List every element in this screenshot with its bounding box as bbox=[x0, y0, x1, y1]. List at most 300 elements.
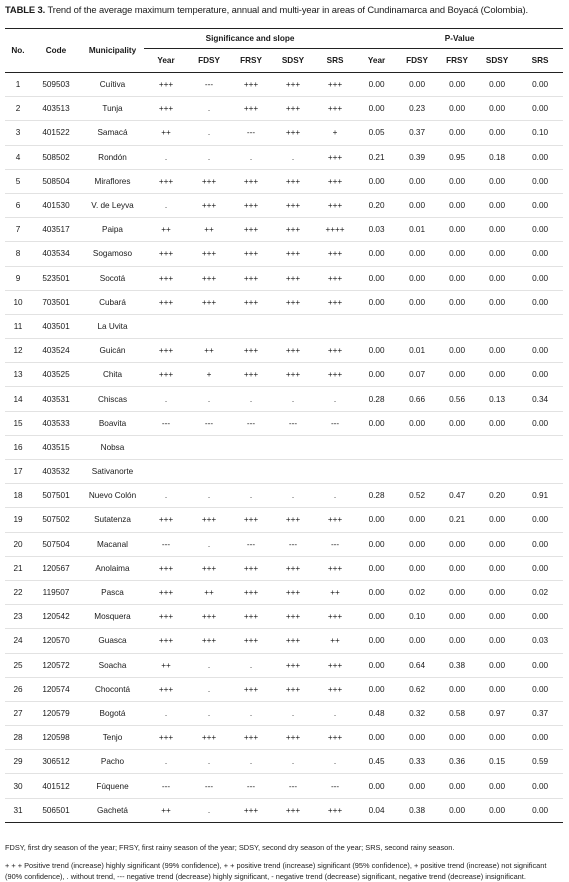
cell-significance: +++ bbox=[188, 169, 230, 193]
cell-pvalue: 0.00 bbox=[477, 605, 517, 629]
cell-significance: +++ bbox=[230, 218, 272, 242]
cell-no: 23 bbox=[5, 605, 31, 629]
cell-significance: +++ bbox=[272, 169, 314, 193]
cell-pvalue: 0.00 bbox=[517, 339, 563, 363]
cell-significance bbox=[188, 435, 230, 459]
table-row bbox=[5, 363, 563, 387]
cell-pvalue: 0.00 bbox=[477, 580, 517, 604]
cell-code: 403534 bbox=[31, 242, 81, 266]
cell-significance: . bbox=[188, 677, 230, 701]
cell-significance: . bbox=[230, 701, 272, 725]
cell-significance: +++ bbox=[230, 677, 272, 701]
table-row bbox=[5, 750, 563, 774]
cell-pvalue: 0.36 bbox=[437, 750, 477, 774]
header-group-row bbox=[5, 29, 563, 49]
table-row bbox=[5, 532, 563, 556]
cell-pvalue: 0.95 bbox=[437, 145, 477, 169]
col-header-sig: FRSY bbox=[240, 56, 262, 65]
cell-significance: +++ bbox=[144, 726, 188, 750]
cell-municipality: Chita bbox=[81, 363, 144, 387]
cell-pvalue: 0.97 bbox=[477, 701, 517, 725]
cell-pvalue: 0.10 bbox=[397, 605, 437, 629]
cell-pvalue: 0.00 bbox=[477, 193, 517, 217]
cell-significance: +++ bbox=[272, 242, 314, 266]
cell-significance: +++ bbox=[144, 290, 188, 314]
cell-municipality: Socotá bbox=[81, 266, 144, 290]
cell-no: 6 bbox=[5, 193, 31, 217]
cell-pvalue: 0.00 bbox=[437, 169, 477, 193]
cell-pvalue: 0.00 bbox=[517, 97, 563, 121]
cell-significance: --- bbox=[230, 121, 272, 145]
cell-significance: +++ bbox=[144, 508, 188, 532]
cell-significance: . bbox=[230, 145, 272, 169]
cell-code: 507501 bbox=[31, 484, 81, 508]
cell-pvalue: 0.39 bbox=[397, 145, 437, 169]
cell-significance: --- bbox=[188, 411, 230, 435]
cell-pvalue: 0.00 bbox=[517, 532, 563, 556]
cell-pvalue: 0.00 bbox=[437, 580, 477, 604]
cell-pvalue: 0.00 bbox=[517, 242, 563, 266]
cell-significance: . bbox=[188, 387, 230, 411]
cell-pvalue bbox=[437, 460, 477, 484]
cell-pvalue bbox=[397, 435, 437, 459]
cell-pvalue: 0.00 bbox=[356, 532, 397, 556]
cell-pvalue: 0.00 bbox=[356, 290, 397, 314]
col-header-municipality: Municipality bbox=[88, 46, 137, 55]
cell-pvalue: 0.28 bbox=[356, 484, 397, 508]
cell-significance: +++ bbox=[144, 556, 188, 580]
cell-significance: +++ bbox=[314, 169, 356, 193]
table-row bbox=[5, 435, 563, 459]
cell-pvalue: 0.00 bbox=[356, 363, 397, 387]
cell-significance: --- bbox=[144, 774, 188, 798]
table-row bbox=[5, 387, 563, 411]
cell-no: 5 bbox=[5, 169, 31, 193]
cell-significance: +++ bbox=[188, 266, 230, 290]
cell-pvalue: 0.00 bbox=[356, 508, 397, 532]
cell-significance: . bbox=[144, 193, 188, 217]
cell-significance: +++ bbox=[230, 266, 272, 290]
cell-significance: +++ bbox=[144, 97, 188, 121]
cell-code: 120574 bbox=[31, 677, 81, 701]
col-header-pvalue: FRSY bbox=[446, 56, 468, 65]
cell-pvalue: 0.59 bbox=[517, 750, 563, 774]
cell-significance: +++ bbox=[272, 97, 314, 121]
cell-municipality: Tenjo bbox=[81, 726, 144, 750]
cell-pvalue: 0.00 bbox=[477, 339, 517, 363]
col-header-pvalue: SDSY bbox=[485, 56, 509, 65]
cell-pvalue: 0.00 bbox=[477, 629, 517, 653]
cell-significance: +++ bbox=[314, 726, 356, 750]
cell-pvalue: 0.00 bbox=[477, 798, 517, 822]
cell-pvalue: 0.00 bbox=[477, 726, 517, 750]
cell-significance: +++ bbox=[230, 556, 272, 580]
cell-no: 19 bbox=[5, 508, 31, 532]
cell-pvalue: 0.05 bbox=[356, 121, 397, 145]
table-row bbox=[5, 145, 563, 169]
cell-significance: --- bbox=[188, 73, 230, 97]
cell-municipality: Nobsa bbox=[81, 435, 144, 459]
cell-pvalue: 0.00 bbox=[477, 556, 517, 580]
cell-no: 12 bbox=[5, 339, 31, 363]
cell-significance: +++ bbox=[314, 556, 356, 580]
cell-pvalue: 0.13 bbox=[477, 387, 517, 411]
table-row bbox=[5, 193, 563, 217]
cell-significance: ++ bbox=[144, 798, 188, 822]
cell-significance: . bbox=[144, 145, 188, 169]
table-row bbox=[5, 774, 563, 798]
table-row bbox=[5, 726, 563, 750]
cell-code: 403525 bbox=[31, 363, 81, 387]
cell-pvalue: 0.00 bbox=[437, 677, 477, 701]
table-label: TABLE 3. bbox=[5, 4, 46, 15]
cell-pvalue: 0.00 bbox=[477, 242, 517, 266]
cell-pvalue: 0.00 bbox=[397, 169, 437, 193]
cell-significance: +++ bbox=[230, 193, 272, 217]
table-row bbox=[5, 314, 563, 338]
cell-pvalue: 0.01 bbox=[397, 218, 437, 242]
cell-significance: +++ bbox=[188, 242, 230, 266]
cell-no: 11 bbox=[5, 314, 31, 338]
cell-pvalue: 0.10 bbox=[517, 121, 563, 145]
cell-pvalue: 0.00 bbox=[477, 290, 517, 314]
cell-code: 507504 bbox=[31, 532, 81, 556]
cell-code: 509503 bbox=[31, 73, 81, 97]
cell-pvalue bbox=[397, 460, 437, 484]
cell-no: 27 bbox=[5, 701, 31, 725]
cell-municipality: Guasca bbox=[81, 629, 144, 653]
cell-significance: +++ bbox=[230, 339, 272, 363]
cell-pvalue: 0.32 bbox=[397, 701, 437, 725]
cell-code: 120570 bbox=[31, 629, 81, 653]
cell-significance: +++ bbox=[144, 339, 188, 363]
cell-significance: +++ bbox=[188, 726, 230, 750]
cell-significance: . bbox=[230, 387, 272, 411]
cell-significance: ++ bbox=[314, 580, 356, 604]
cell-significance: +++ bbox=[230, 290, 272, 314]
cell-pvalue bbox=[356, 314, 397, 338]
cell-no: 26 bbox=[5, 677, 31, 701]
cell-significance: ++ bbox=[188, 339, 230, 363]
cell-pvalue: 0.33 bbox=[397, 750, 437, 774]
table-row bbox=[5, 266, 563, 290]
cell-pvalue bbox=[356, 460, 397, 484]
table-row bbox=[5, 798, 563, 822]
cell-significance: +++ bbox=[188, 556, 230, 580]
cell-significance: +++ bbox=[188, 290, 230, 314]
table-row bbox=[5, 411, 563, 435]
table-row bbox=[5, 169, 563, 193]
cell-significance: . bbox=[188, 121, 230, 145]
cell-municipality: Guicán bbox=[81, 339, 144, 363]
cell-significance: + bbox=[188, 363, 230, 387]
cell-pvalue: 0.00 bbox=[397, 726, 437, 750]
cell-pvalue: 0.04 bbox=[356, 798, 397, 822]
cell-pvalue: 0.00 bbox=[517, 677, 563, 701]
cell-pvalue: 0.00 bbox=[356, 774, 397, 798]
cell-pvalue: 0.00 bbox=[356, 169, 397, 193]
cell-code: 401512 bbox=[31, 774, 81, 798]
cell-significance: . bbox=[230, 653, 272, 677]
table-caption bbox=[5, 4, 565, 16]
cell-significance: . bbox=[314, 750, 356, 774]
cell-significance: +++ bbox=[144, 629, 188, 653]
cell-pvalue: 0.00 bbox=[437, 73, 477, 97]
cell-code: 403515 bbox=[31, 435, 81, 459]
cell-significance bbox=[230, 460, 272, 484]
cell-code: 523501 bbox=[31, 266, 81, 290]
cell-pvalue: 0.00 bbox=[397, 556, 437, 580]
cell-pvalue: 0.58 bbox=[437, 701, 477, 725]
cell-significance: --- bbox=[314, 411, 356, 435]
cell-municipality: Fúquene bbox=[81, 774, 144, 798]
group-header-pvalue: P-Value bbox=[356, 29, 563, 49]
cell-code: 120567 bbox=[31, 556, 81, 580]
cell-no: 22 bbox=[5, 580, 31, 604]
table-row bbox=[5, 242, 563, 266]
cell-pvalue: 0.00 bbox=[437, 242, 477, 266]
cell-pvalue bbox=[517, 460, 563, 484]
cell-significance: ++ bbox=[144, 218, 188, 242]
cell-pvalue: 0.20 bbox=[356, 193, 397, 217]
group-header-significance: Significance and slope bbox=[144, 29, 356, 49]
cell-significance: --- bbox=[230, 774, 272, 798]
cell-pvalue: 0.00 bbox=[437, 218, 477, 242]
cell-pvalue: 0.00 bbox=[517, 605, 563, 629]
cell-municipality: Pacho bbox=[81, 750, 144, 774]
cell-pvalue: 0.37 bbox=[517, 701, 563, 725]
cell-no: 21 bbox=[5, 556, 31, 580]
cell-significance: +++ bbox=[314, 266, 356, 290]
cell-pvalue: 0.00 bbox=[356, 677, 397, 701]
cell-significance: . bbox=[314, 701, 356, 725]
cell-significance: . bbox=[188, 97, 230, 121]
col-header-pvalue: SRS bbox=[531, 56, 549, 65]
cell-pvalue bbox=[477, 435, 517, 459]
cell-code: 120572 bbox=[31, 653, 81, 677]
cell-significance bbox=[188, 314, 230, 338]
cell-no: 1 bbox=[5, 73, 31, 97]
cell-pvalue: 0.21 bbox=[437, 508, 477, 532]
cell-pvalue: 0.00 bbox=[356, 605, 397, 629]
cell-significance: +++ bbox=[230, 97, 272, 121]
cell-pvalue: 0.00 bbox=[437, 532, 477, 556]
cell-code: 306512 bbox=[31, 750, 81, 774]
cell-significance: --- bbox=[272, 532, 314, 556]
cell-pvalue: 0.37 bbox=[397, 121, 437, 145]
cell-municipality: Chocontá bbox=[81, 677, 144, 701]
cell-significance: +++ bbox=[272, 266, 314, 290]
cell-pvalue: 0.01 bbox=[397, 339, 437, 363]
cell-no: 18 bbox=[5, 484, 31, 508]
cell-pvalue: 0.18 bbox=[477, 145, 517, 169]
cell-significance: ++ bbox=[144, 121, 188, 145]
cell-pvalue: 0.02 bbox=[517, 580, 563, 604]
table-row bbox=[5, 629, 563, 653]
cell-significance: +++ bbox=[188, 193, 230, 217]
cell-pvalue bbox=[517, 314, 563, 338]
cell-pvalue: 0.64 bbox=[397, 653, 437, 677]
cell-pvalue bbox=[437, 435, 477, 459]
cell-pvalue: 0.00 bbox=[397, 411, 437, 435]
cell-significance: . bbox=[314, 387, 356, 411]
cell-pvalue: 0.00 bbox=[517, 266, 563, 290]
cell-significance: +++ bbox=[272, 726, 314, 750]
cell-significance: +++ bbox=[314, 363, 356, 387]
cell-pvalue: 0.00 bbox=[437, 798, 477, 822]
cell-significance: --- bbox=[230, 411, 272, 435]
cell-no: 25 bbox=[5, 653, 31, 677]
cell-significance: +++ bbox=[144, 266, 188, 290]
cell-significance: +++ bbox=[272, 290, 314, 314]
cell-significance: +++ bbox=[230, 629, 272, 653]
cell-no: 14 bbox=[5, 387, 31, 411]
cell-no: 10 bbox=[5, 290, 31, 314]
cell-significance: . bbox=[188, 798, 230, 822]
cell-significance: . bbox=[144, 701, 188, 725]
cell-significance: +++ bbox=[314, 97, 356, 121]
cell-significance: +++ bbox=[144, 580, 188, 604]
cell-pvalue: 0.00 bbox=[437, 363, 477, 387]
cell-significance: +++ bbox=[144, 73, 188, 97]
cell-code: 403517 bbox=[31, 218, 81, 242]
cell-significance: +++ bbox=[314, 193, 356, 217]
cell-pvalue: 0.00 bbox=[517, 411, 563, 435]
cell-significance: +++ bbox=[314, 242, 356, 266]
cell-pvalue: 0.52 bbox=[397, 484, 437, 508]
cell-significance bbox=[272, 460, 314, 484]
cell-pvalue: 0.00 bbox=[517, 363, 563, 387]
table-row bbox=[5, 484, 563, 508]
cell-pvalue: 0.00 bbox=[437, 339, 477, 363]
cell-significance: . bbox=[188, 653, 230, 677]
cell-significance: . bbox=[272, 701, 314, 725]
cell-pvalue: 0.00 bbox=[477, 677, 517, 701]
cell-significance: +++ bbox=[314, 653, 356, 677]
cell-no: 29 bbox=[5, 750, 31, 774]
cell-no: 28 bbox=[5, 726, 31, 750]
cell-pvalue: 0.38 bbox=[397, 798, 437, 822]
cell-pvalue: 0.00 bbox=[517, 145, 563, 169]
cell-significance: +++ bbox=[272, 580, 314, 604]
cell-pvalue: 0.00 bbox=[437, 193, 477, 217]
cell-pvalue: 0.07 bbox=[397, 363, 437, 387]
cell-pvalue: 0.23 bbox=[397, 97, 437, 121]
cell-significance: +++ bbox=[272, 677, 314, 701]
cell-municipality: Samacá bbox=[81, 121, 144, 145]
cell-municipality: V. de Leyva bbox=[81, 193, 144, 217]
cell-significance: +++ bbox=[188, 605, 230, 629]
cell-pvalue: 0.00 bbox=[437, 121, 477, 145]
cell-pvalue: 0.02 bbox=[397, 580, 437, 604]
col-header-no: No. bbox=[11, 46, 25, 55]
cell-code: 507502 bbox=[31, 508, 81, 532]
cell-pvalue: 0.00 bbox=[477, 169, 517, 193]
cell-significance: . bbox=[188, 701, 230, 725]
cell-pvalue: 0.00 bbox=[477, 73, 517, 97]
cell-pvalue: 0.00 bbox=[517, 508, 563, 532]
cell-significance: --- bbox=[272, 774, 314, 798]
cell-pvalue: 0.00 bbox=[517, 218, 563, 242]
cell-pvalue bbox=[356, 435, 397, 459]
cell-significance bbox=[314, 460, 356, 484]
cell-pvalue: 0.21 bbox=[356, 145, 397, 169]
cell-significance: +++ bbox=[272, 363, 314, 387]
cell-significance: . bbox=[188, 145, 230, 169]
cell-pvalue bbox=[437, 314, 477, 338]
cell-code: 403533 bbox=[31, 411, 81, 435]
cell-code: 403532 bbox=[31, 460, 81, 484]
cell-no: 13 bbox=[5, 363, 31, 387]
cell-municipality: Sativanorte bbox=[81, 460, 144, 484]
cell-pvalue: 0.00 bbox=[356, 556, 397, 580]
cell-significance: +++ bbox=[230, 605, 272, 629]
cell-significance: +++ bbox=[314, 605, 356, 629]
cell-municipality: Macanal bbox=[81, 532, 144, 556]
col-header-pvalue: Year bbox=[367, 56, 386, 65]
cell-no: 20 bbox=[5, 532, 31, 556]
cell-significance: + bbox=[314, 121, 356, 145]
cell-pvalue: 0.00 bbox=[477, 218, 517, 242]
cell-code: 401522 bbox=[31, 121, 81, 145]
cell-code: 506501 bbox=[31, 798, 81, 822]
cell-municipality: Rondón bbox=[81, 145, 144, 169]
cell-municipality: Sutatenza bbox=[81, 508, 144, 532]
footnote-legend: + + + Positive trend (increase) highly significant (99% confidence), + + positive trend (increase) significant (95% confidence), + positive trend (increase) not significant (90% confidence), . without trend, --- negative trend (decrease) highly significant, - negative trend (decrease) significant, negative trend (decrease) insignificant. bbox=[5, 861, 547, 881]
table-row bbox=[5, 121, 563, 145]
cell-pvalue: 0.00 bbox=[477, 508, 517, 532]
cell-significance: +++ bbox=[272, 193, 314, 217]
cell-pvalue: 0.00 bbox=[437, 556, 477, 580]
cell-code: 120579 bbox=[31, 701, 81, 725]
cell-no: 16 bbox=[5, 435, 31, 459]
table-row bbox=[5, 580, 563, 604]
cell-pvalue: 0.38 bbox=[437, 653, 477, 677]
cell-pvalue: 0.91 bbox=[517, 484, 563, 508]
cell-significance: . bbox=[272, 145, 314, 169]
cell-municipality: Cuítiva bbox=[81, 73, 144, 97]
cell-pvalue: 0.00 bbox=[437, 266, 477, 290]
cell-pvalue: 0.03 bbox=[356, 218, 397, 242]
cell-municipality: Paipa bbox=[81, 218, 144, 242]
cell-no: 31 bbox=[5, 798, 31, 822]
cell-code: 403531 bbox=[31, 387, 81, 411]
cell-municipality: Pasca bbox=[81, 580, 144, 604]
cell-significance bbox=[272, 435, 314, 459]
cell-pvalue: 0.00 bbox=[356, 97, 397, 121]
cell-pvalue: 0.00 bbox=[517, 290, 563, 314]
cell-significance: --- bbox=[144, 532, 188, 556]
cell-significance: . bbox=[272, 387, 314, 411]
cell-significance: . bbox=[188, 484, 230, 508]
cell-pvalue: 0.20 bbox=[477, 484, 517, 508]
cell-pvalue: 0.00 bbox=[477, 363, 517, 387]
cell-significance: . bbox=[272, 484, 314, 508]
cell-no: 17 bbox=[5, 460, 31, 484]
col-header-sig: FDSY bbox=[198, 56, 220, 65]
cell-code: 403524 bbox=[31, 339, 81, 363]
cell-code: 120598 bbox=[31, 726, 81, 750]
cell-pvalue: 0.66 bbox=[397, 387, 437, 411]
cell-pvalue: 0.45 bbox=[356, 750, 397, 774]
cell-municipality: Miraflores bbox=[81, 169, 144, 193]
cell-significance bbox=[230, 314, 272, 338]
cell-municipality: Cubará bbox=[81, 290, 144, 314]
cell-pvalue: 0.00 bbox=[477, 121, 517, 145]
cell-pvalue: 0.00 bbox=[397, 508, 437, 532]
cell-pvalue bbox=[477, 460, 517, 484]
cell-pvalue: 0.00 bbox=[517, 169, 563, 193]
